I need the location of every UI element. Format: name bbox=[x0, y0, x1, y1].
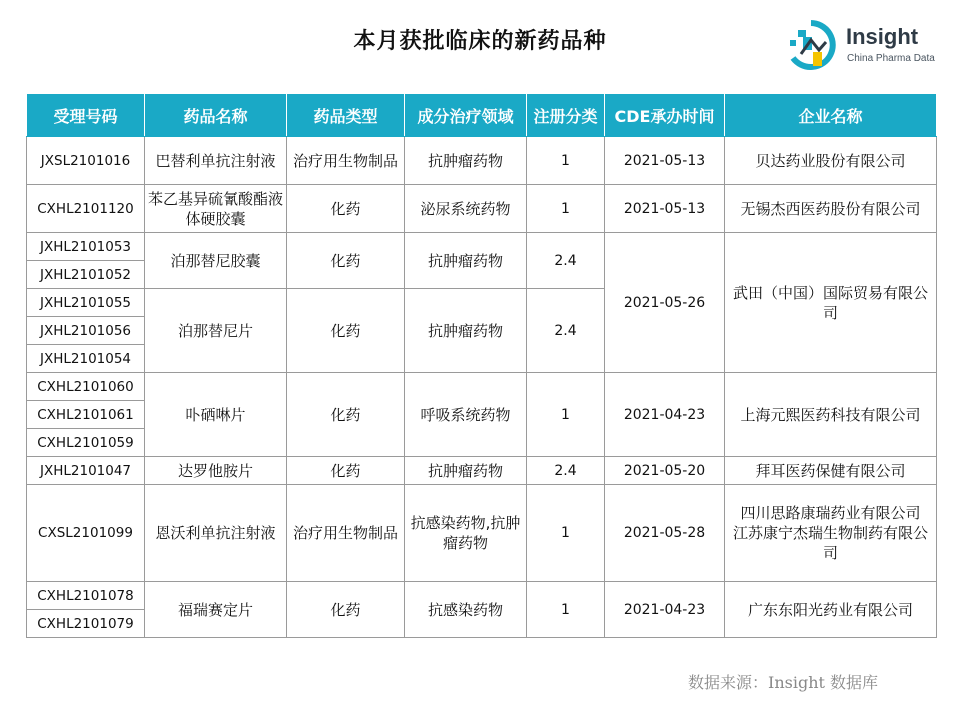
acceptance-no-cell: CXHL2101060 bbox=[27, 373, 145, 401]
reg-class-cell: 2.4 bbox=[527, 457, 605, 485]
acceptance-no-cell: JXHL2101054 bbox=[27, 345, 145, 373]
acceptance-no-cell: JXSL2101016 bbox=[27, 137, 145, 185]
drug-type-cell: 化药 bbox=[287, 233, 405, 289]
therapeutic-area-cell: 呼吸系统药物 bbox=[405, 373, 527, 457]
therapeutic-area-cell: 抗感染药物,抗肿瘤药物 bbox=[405, 485, 527, 582]
company-cell: 拜耳医药保健有限公司 bbox=[725, 457, 937, 485]
table-row bbox=[27, 185, 937, 233]
col-header-therapeutic-area: 成分治疗领域 bbox=[405, 94, 527, 137]
table-row bbox=[27, 582, 937, 610]
therapeutic-area-cell: 抗感染药物 bbox=[405, 582, 527, 638]
company-cell: 广东东阳光药业有限公司 bbox=[725, 582, 937, 638]
drug-name-cell: 巴替利单抗注射液 bbox=[145, 137, 287, 185]
col-header-reg-class: 注册分类 bbox=[527, 94, 605, 137]
drug-name-cell: 恩沃利单抗注射液 bbox=[145, 485, 287, 582]
acceptance-no-cell: JXHL2101047 bbox=[27, 457, 145, 485]
acceptance-no-cell: JXHL2101053 bbox=[27, 233, 145, 261]
drug-type-cell: 治疗用生物制品 bbox=[287, 485, 405, 582]
acceptance-no-cell: CXSL2101099 bbox=[27, 485, 145, 582]
acceptance-no-cell: CXHL2101078 bbox=[27, 582, 145, 610]
acceptance-no-cell: CXHL2101059 bbox=[27, 429, 145, 457]
company-cell: 贝达药业股份有限公司 bbox=[725, 137, 937, 185]
acceptance-no-cell: JXHL2101055 bbox=[27, 289, 145, 317]
drug-name-cell: 福瑞赛定片 bbox=[145, 582, 287, 638]
acceptance-no-cell: CXHL2101061 bbox=[27, 401, 145, 429]
drug-type-cell: 治疗用生物制品 bbox=[287, 137, 405, 185]
reg-class-cell: 1 bbox=[527, 582, 605, 638]
col-header-cde-date: CDE承办时间 bbox=[605, 94, 725, 137]
insight-logo bbox=[786, 20, 946, 72]
company-name-2: 江苏康宁杰瑞生物制药有限公司 bbox=[732, 524, 928, 562]
company-cell bbox=[725, 485, 937, 582]
drug-table bbox=[26, 93, 937, 638]
logo-name: Insight bbox=[846, 24, 919, 49]
table-row bbox=[27, 373, 937, 401]
drug-type-cell: 化药 bbox=[287, 457, 405, 485]
drug-name-cell: 泊那替尼胶囊 bbox=[145, 233, 287, 289]
therapeutic-area-cell: 抗肿瘤药物 bbox=[405, 457, 527, 485]
reg-class-cell: 1 bbox=[527, 185, 605, 233]
therapeutic-area-cell: 抗肿瘤药物 bbox=[405, 137, 527, 185]
table-header-row bbox=[27, 94, 937, 137]
table-row bbox=[27, 457, 937, 485]
drug-name-cell: 苯乙基异硫氰酸酯液体硬胶囊 bbox=[145, 185, 287, 233]
drug-name-cell: 卟硒啉片 bbox=[145, 373, 287, 457]
col-header-drug-type: 药品类型 bbox=[287, 94, 405, 137]
acceptance-no-cell: CXHL2101079 bbox=[27, 610, 145, 638]
company-cell: 上海元熙医药科技有限公司 bbox=[725, 373, 937, 457]
reg-class-cell: 2.4 bbox=[527, 233, 605, 289]
col-header-acceptance-no: 受理号码 bbox=[27, 94, 145, 137]
cde-date-cell: 2021-05-26 bbox=[605, 233, 725, 373]
col-header-drug-name: 药品名称 bbox=[145, 94, 287, 137]
insight-logo-icon bbox=[786, 20, 836, 70]
col-header-company: 企业名称 bbox=[725, 94, 937, 137]
therapeutic-area-cell: 抗肿瘤药物 bbox=[405, 289, 527, 373]
company-name-1: 四川思路康瑞药业有限公司 bbox=[740, 504, 921, 522]
reg-class-cell: 1 bbox=[527, 485, 605, 582]
reg-class-cell: 1 bbox=[527, 137, 605, 185]
drug-type-cell: 化药 bbox=[287, 289, 405, 373]
page-title: 本月获批临床的新药品种 bbox=[353, 29, 607, 54]
acceptance-no-cell: JXHL2101056 bbox=[27, 317, 145, 345]
drug-type-cell: 化药 bbox=[287, 185, 405, 233]
cde-date-cell: 2021-05-28 bbox=[605, 485, 725, 582]
data-source-note: 数据来源：Insight 数据库 bbox=[688, 673, 879, 692]
drug-type-cell: 化药 bbox=[287, 373, 405, 457]
company-cell: 无锡杰西医药股份有限公司 bbox=[725, 185, 937, 233]
reg-class-cell: 2.4 bbox=[527, 289, 605, 373]
acceptance-no-cell: JXHL2101052 bbox=[27, 261, 145, 289]
therapeutic-area-cell: 抗肿瘤药物 bbox=[405, 233, 527, 289]
table-row bbox=[27, 485, 937, 582]
logo-subtitle: China Pharma Data bbox=[847, 53, 935, 64]
drug-name-cell: 泊那替尼片 bbox=[145, 289, 287, 373]
cde-date-cell: 2021-04-23 bbox=[605, 582, 725, 638]
therapeutic-area-cell: 泌尿系统药物 bbox=[405, 185, 527, 233]
cde-date-cell: 2021-05-20 bbox=[605, 457, 725, 485]
table-row bbox=[27, 137, 937, 185]
cde-date-cell: 2021-04-23 bbox=[605, 373, 725, 457]
cde-date-cell: 2021-05-13 bbox=[605, 185, 725, 233]
drug-type-cell: 化药 bbox=[287, 582, 405, 638]
company-cell: 武田（中国）国际贸易有限公司 bbox=[725, 233, 937, 373]
reg-class-cell: 1 bbox=[527, 373, 605, 457]
acceptance-no-cell: CXHL2101120 bbox=[27, 185, 145, 233]
drug-name-cell: 达罗他胺片 bbox=[145, 457, 287, 485]
table-row bbox=[27, 233, 937, 261]
cde-date-cell: 2021-05-13 bbox=[605, 137, 725, 185]
